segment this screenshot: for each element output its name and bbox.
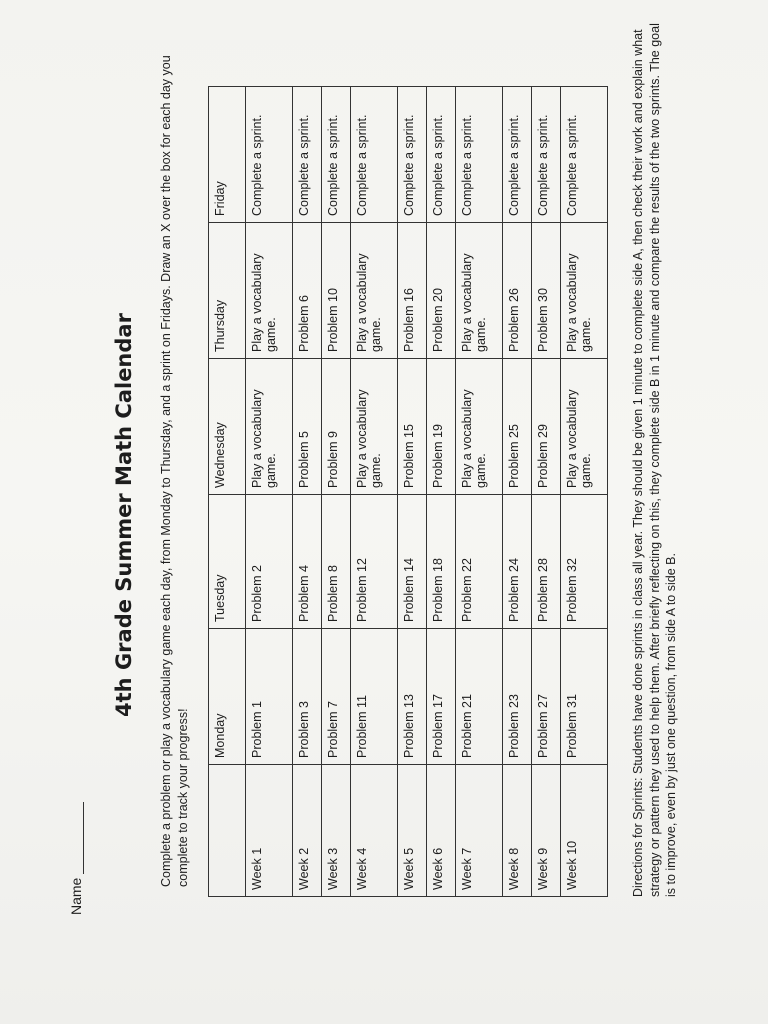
week-label: Week 8 [502, 765, 531, 897]
week-label: Week 4 [351, 765, 398, 897]
friday-cell[interactable]: Complete a sprint. [351, 87, 398, 223]
friday-cell[interactable]: Complete a sprint. [426, 87, 455, 223]
tuesday-cell[interactable]: Problem 18 [426, 495, 455, 629]
table-row [351, 87, 398, 897]
wednesday-cell[interactable]: Play a vocabulary game. [246, 359, 293, 495]
thursday-cell[interactable]: Problem 20 [426, 223, 455, 359]
monday-cell[interactable]: Problem 31 [561, 629, 608, 765]
friday-cell[interactable]: Complete a sprint. [561, 87, 608, 223]
friday-cell[interactable]: Complete a sprint. [397, 87, 426, 223]
friday-cell[interactable]: Complete a sprint. [456, 87, 503, 223]
tuesday-cell[interactable]: Problem 24 [502, 495, 531, 629]
header-cell: Tuesday [209, 495, 246, 629]
monday-cell[interactable]: Problem 7 [321, 629, 350, 765]
thursday-cell[interactable]: Play a vocabulary game. [246, 223, 293, 359]
tuesday-cell[interactable]: Problem 4 [292, 495, 321, 629]
table-header-row [209, 87, 246, 897]
monday-cell[interactable]: Problem 11 [351, 629, 398, 765]
friday-cell[interactable]: Complete a sprint. [532, 87, 561, 223]
monday-cell[interactable]: Problem 27 [532, 629, 561, 765]
tuesday-cell[interactable]: Problem 22 [456, 495, 503, 629]
thursday-cell[interactable]: Problem 26 [502, 223, 531, 359]
week-label: Week 10 [561, 765, 608, 897]
wednesday-cell[interactable]: Problem 5 [292, 359, 321, 495]
friday-cell[interactable]: Complete a sprint. [502, 87, 531, 223]
wednesday-cell[interactable]: Problem 9 [321, 359, 350, 495]
table-row [561, 87, 608, 897]
header-cell: Wednesday [209, 359, 246, 495]
wednesday-cell[interactable]: Play a vocabulary game. [456, 359, 503, 495]
thursday-cell[interactable]: Problem 10 [321, 223, 350, 359]
intro-text: Complete a problem or play a vocabulary game each day, from Monday to Thursday, and a sprint on Fridays. Draw an X over the box for each day you complete to track your progress! [159, 55, 190, 887]
thursday-cell[interactable]: Problem 6 [292, 223, 321, 359]
wednesday-cell[interactable]: Problem 15 [397, 359, 426, 495]
week-label: Week 5 [397, 765, 426, 897]
thursday-cell[interactable]: Play a vocabulary game. [456, 223, 503, 359]
table-row [456, 87, 503, 897]
calendar-table [208, 86, 608, 897]
friday-cell[interactable]: Complete a sprint. [292, 87, 321, 223]
tuesday-cell[interactable]: Problem 32 [561, 495, 608, 629]
calendar-body [246, 87, 608, 897]
wednesday-cell[interactable]: Play a vocabulary game. [351, 359, 398, 495]
wednesday-cell[interactable]: Problem 19 [426, 359, 455, 495]
friday-cell[interactable]: Complete a sprint. [321, 87, 350, 223]
wednesday-cell[interactable]: Problem 29 [532, 359, 561, 495]
header-cell: Monday [209, 629, 246, 765]
thursday-cell[interactable]: Play a vocabulary game. [561, 223, 608, 359]
monday-cell[interactable]: Problem 1 [246, 629, 293, 765]
wednesday-cell[interactable]: Problem 25 [502, 359, 531, 495]
table-row [397, 87, 426, 897]
week-label: Week 2 [292, 765, 321, 897]
page-title: 4th Grade Summer Math Calendar [112, 313, 136, 717]
monday-cell[interactable]: Problem 13 [397, 629, 426, 765]
week-label: Week 1 [246, 765, 293, 897]
friday-cell[interactable]: Complete a sprint. [246, 87, 293, 223]
tuesday-cell[interactable]: Problem 14 [397, 495, 426, 629]
sprint-directions: Directions for Sprints: Students have done sprints in class all year. They should be given 1 minute to complete side A, then check their work and explain what strategy or pattern they used to help them. After briefly reflecting on this, they complete side B in 1 minute and compare the results of the two sprints. The goal is to improve, even by just one question, from side A to side B. [631, 23, 678, 897]
week-label: Week 7 [456, 765, 503, 897]
table-row [321, 87, 350, 897]
week-label: Week 9 [532, 765, 561, 897]
tuesday-cell[interactable]: Problem 8 [321, 495, 350, 629]
name-blank-line [71, 802, 84, 874]
table-row [532, 87, 561, 897]
header-cell [209, 765, 246, 897]
header-cell: Thursday [209, 223, 246, 359]
table-row [292, 87, 321, 897]
tuesday-cell[interactable]: Problem 2 [246, 495, 293, 629]
week-label: Week 6 [426, 765, 455, 897]
monday-cell[interactable]: Problem 23 [502, 629, 531, 765]
tuesday-cell[interactable]: Problem 12 [351, 495, 398, 629]
monday-cell[interactable]: Problem 21 [456, 629, 503, 765]
wednesday-cell[interactable]: Play a vocabulary game. [561, 359, 608, 495]
tuesday-cell[interactable]: Problem 28 [532, 495, 561, 629]
monday-cell[interactable]: Problem 3 [292, 629, 321, 765]
thursday-cell[interactable]: Play a vocabulary game. [351, 223, 398, 359]
table-row [246, 87, 293, 897]
monday-cell[interactable]: Problem 17 [426, 629, 455, 765]
table-row [426, 87, 455, 897]
name-label: Name [68, 877, 84, 915]
rotated-worksheet [60, 5, 680, 1005]
thursday-cell[interactable]: Problem 16 [397, 223, 426, 359]
week-label: Week 3 [321, 765, 350, 897]
header-cell: Friday [209, 87, 246, 223]
table-row [502, 87, 531, 897]
thursday-cell[interactable]: Problem 30 [532, 223, 561, 359]
name-field [68, 802, 84, 915]
